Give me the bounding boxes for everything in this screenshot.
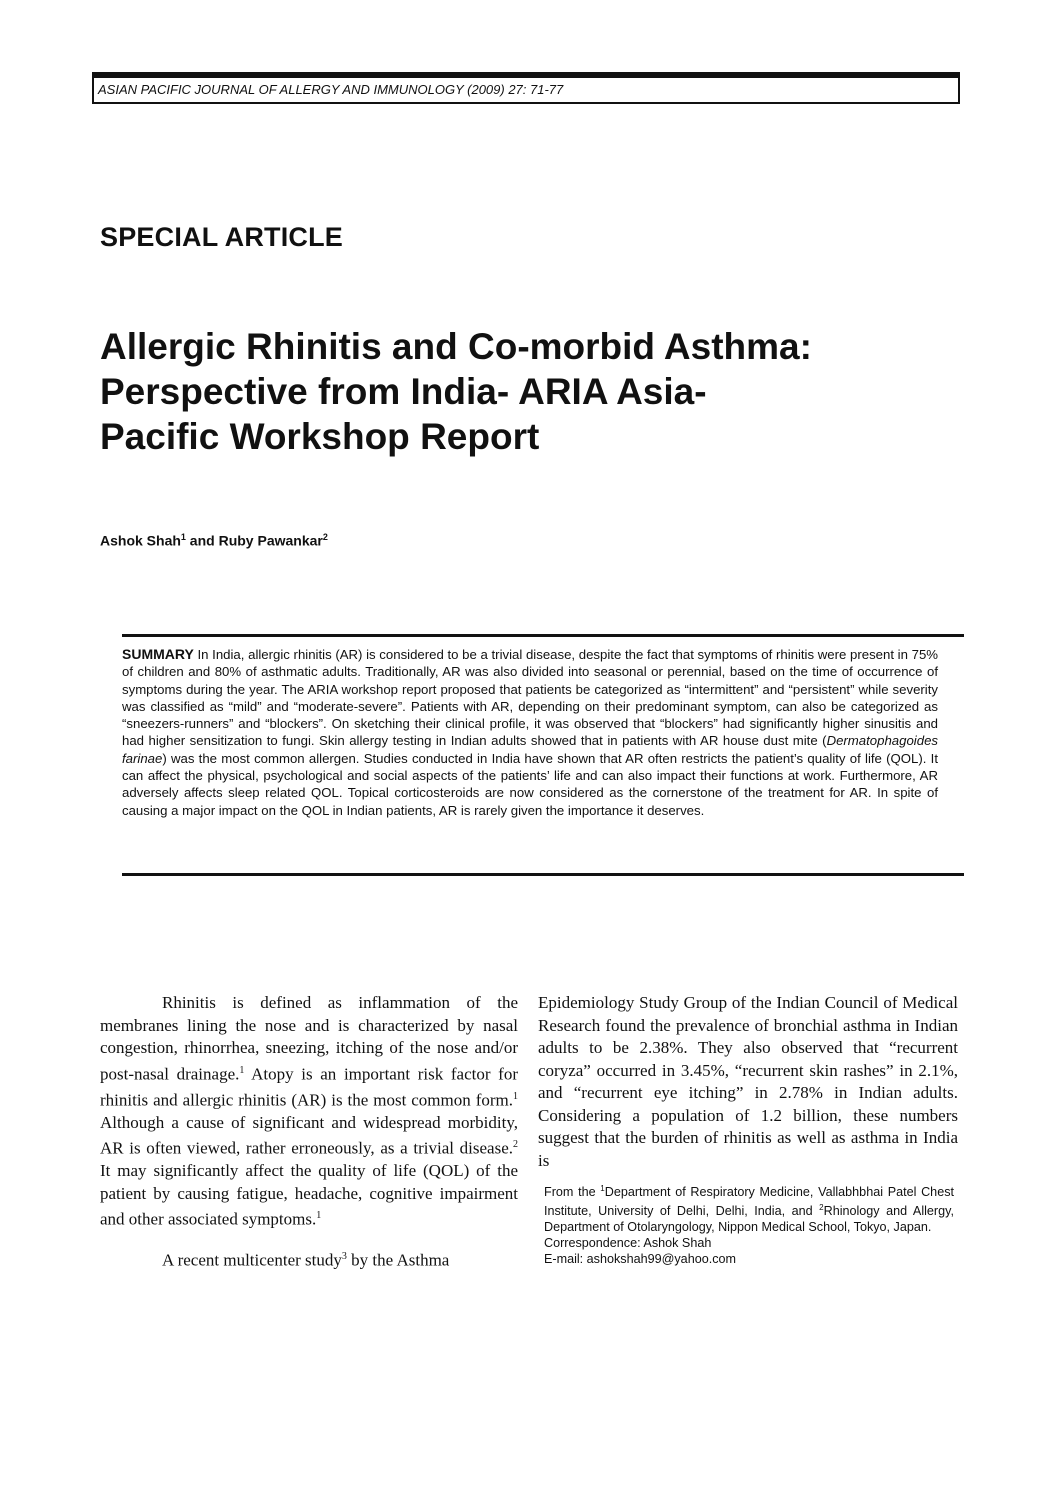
body-paragraph: Epidemiology Study Group of the Indian Council of Medical Research found the prevalence of bronchial asthma in Indian adults to be 2.38%. They also observed that “recurrent coryza” occurred in 3.45%, “recurrent skin rashes” in 2.1%, and “recurrent eye itching” in 2.78% in Indian adults. Considering a population of 1.2 billion, these numbers suggest that the burden of rhinitis as well as asthma in India is xyxy=(538,993,958,1170)
reference-marker: 2 xyxy=(513,1139,518,1151)
body-column-left xyxy=(100,992,518,1272)
summary-top-rule xyxy=(122,634,964,637)
body-text: Although a cause of significant and widespread morbidity, AR is often viewed, rather erroneously, as a trivial disease. xyxy=(100,1112,518,1158)
author-list xyxy=(100,532,328,549)
summary-heading: SUMMARY xyxy=(122,646,194,662)
email-line: E-mail: ashokshah99@yahoo.com xyxy=(544,1252,736,1267)
section-label: SPECIAL ARTICLE xyxy=(100,222,344,252)
author-connector: and xyxy=(185,532,219,549)
footnote-text: From the xyxy=(544,1185,601,1200)
body-text: A recent multicenter study xyxy=(162,1250,342,1270)
reference-marker: 1 xyxy=(316,1210,322,1222)
body-paragraph xyxy=(100,1246,518,1272)
species-name: Dermatophagoides farinae xyxy=(122,733,938,766)
body-paragraph xyxy=(100,992,518,1232)
reference-marker: 1 xyxy=(239,1064,245,1076)
affiliation-marker: 1 xyxy=(600,1184,605,1193)
correspondence-line: Correspondence: Ashok Shah xyxy=(544,1236,712,1251)
affiliation-marker: 2 xyxy=(322,532,328,542)
summary-text: In India, allergic rhinitis (AR) is considered to be a trivial disease, despite the fact that symptoms of rhinitis were present in 75% of children and 80% of asthmatic adults. Traditionally, AR was also divided into seasonal or perennial, based on the time of occurrence of symptoms during the year. The ARIA workshop report proposed that patients be categorized as “intermittent” and “persistent” while severity was classified as “mild” and “moderate-severe”. Patients with AR, depending on their predominant symptom, can also be categorized as “sneezers-runners” and “blockers”. On sketching their clinical profile, it was observed that “blockers” had significantly higher sinusitis and had higher sensitization to fungi. Skin allergy testing in Indian adults showed that in patients with AR house dust mite ( xyxy=(122,647,939,749)
journal-header xyxy=(92,72,960,104)
body-column-right xyxy=(538,992,958,1172)
affiliation-marker: 1 xyxy=(180,532,186,542)
body-text: It may significantly affect the quality of life (QOL) of the patient by causing fatigue, headache, cognitive impairment and other associated symptoms. xyxy=(100,1161,518,1230)
footnote-text: Rhinology and Allergy, Department of Otolaryngology, Nippon Medical School, Tokyo, Japan. xyxy=(544,1204,954,1235)
affiliation-marker: 2 xyxy=(819,1203,824,1213)
title-line-2: Perspective from India- ARIA Asia- xyxy=(100,371,707,412)
reference-marker: 3 xyxy=(341,1250,347,1262)
footnote-text: Department of Respiratory Medicine, Vallabhbhai Patel Chest Institute, University of Delhi, Delhi, India, and xyxy=(544,1185,954,1219)
journal-citation: ASIAN PACIFIC JOURNAL OF ALLERGY AND IMMUNOLOGY (2009) 27: 71-77 xyxy=(98,82,564,97)
summary-bottom-rule xyxy=(122,873,964,876)
title-line-1: Allergic Rhinitis and Co-morbid Asthma: xyxy=(100,326,812,367)
author-name: Ruby Pawankar xyxy=(218,532,323,549)
reference-marker: 1 xyxy=(513,1090,518,1102)
body-text: Atopy is an important risk factor for rhinitis and allergic rhinitis (AR) is the most common form. xyxy=(100,1064,518,1110)
summary-block xyxy=(122,646,938,819)
affiliation-text xyxy=(544,1181,954,1235)
author-name: Ashok Shah xyxy=(100,532,181,549)
title-line-3: Pacific Workshop Report xyxy=(100,416,540,457)
summary-text: ) was the most common allergen. Studies conducted in India have shown that AR often restricts the patient’s quality of life (QOL). It can affect the physical, psychological and social aspects of the patients’ life and can also impact their functions at work. Furthermore, AR adversely affects sleep related QOL. Topical corticosteroids are now considered as the cornerstone of the treatment for AR. In spite of causing a major impact on the QOL in Indian patients, AR is rarely given the importance it deserves. xyxy=(122,750,938,818)
article-title xyxy=(100,324,980,459)
body-text: by the Asthma xyxy=(346,1250,450,1270)
affiliation-footnote xyxy=(544,1181,954,1267)
body-text: Rhinitis is defined as inflammation of the membranes lining the nose and is characterized by nasal congestion, rhinorrhea, sneezing, itching of the nose and/or post-nasal drainage. xyxy=(100,993,518,1084)
